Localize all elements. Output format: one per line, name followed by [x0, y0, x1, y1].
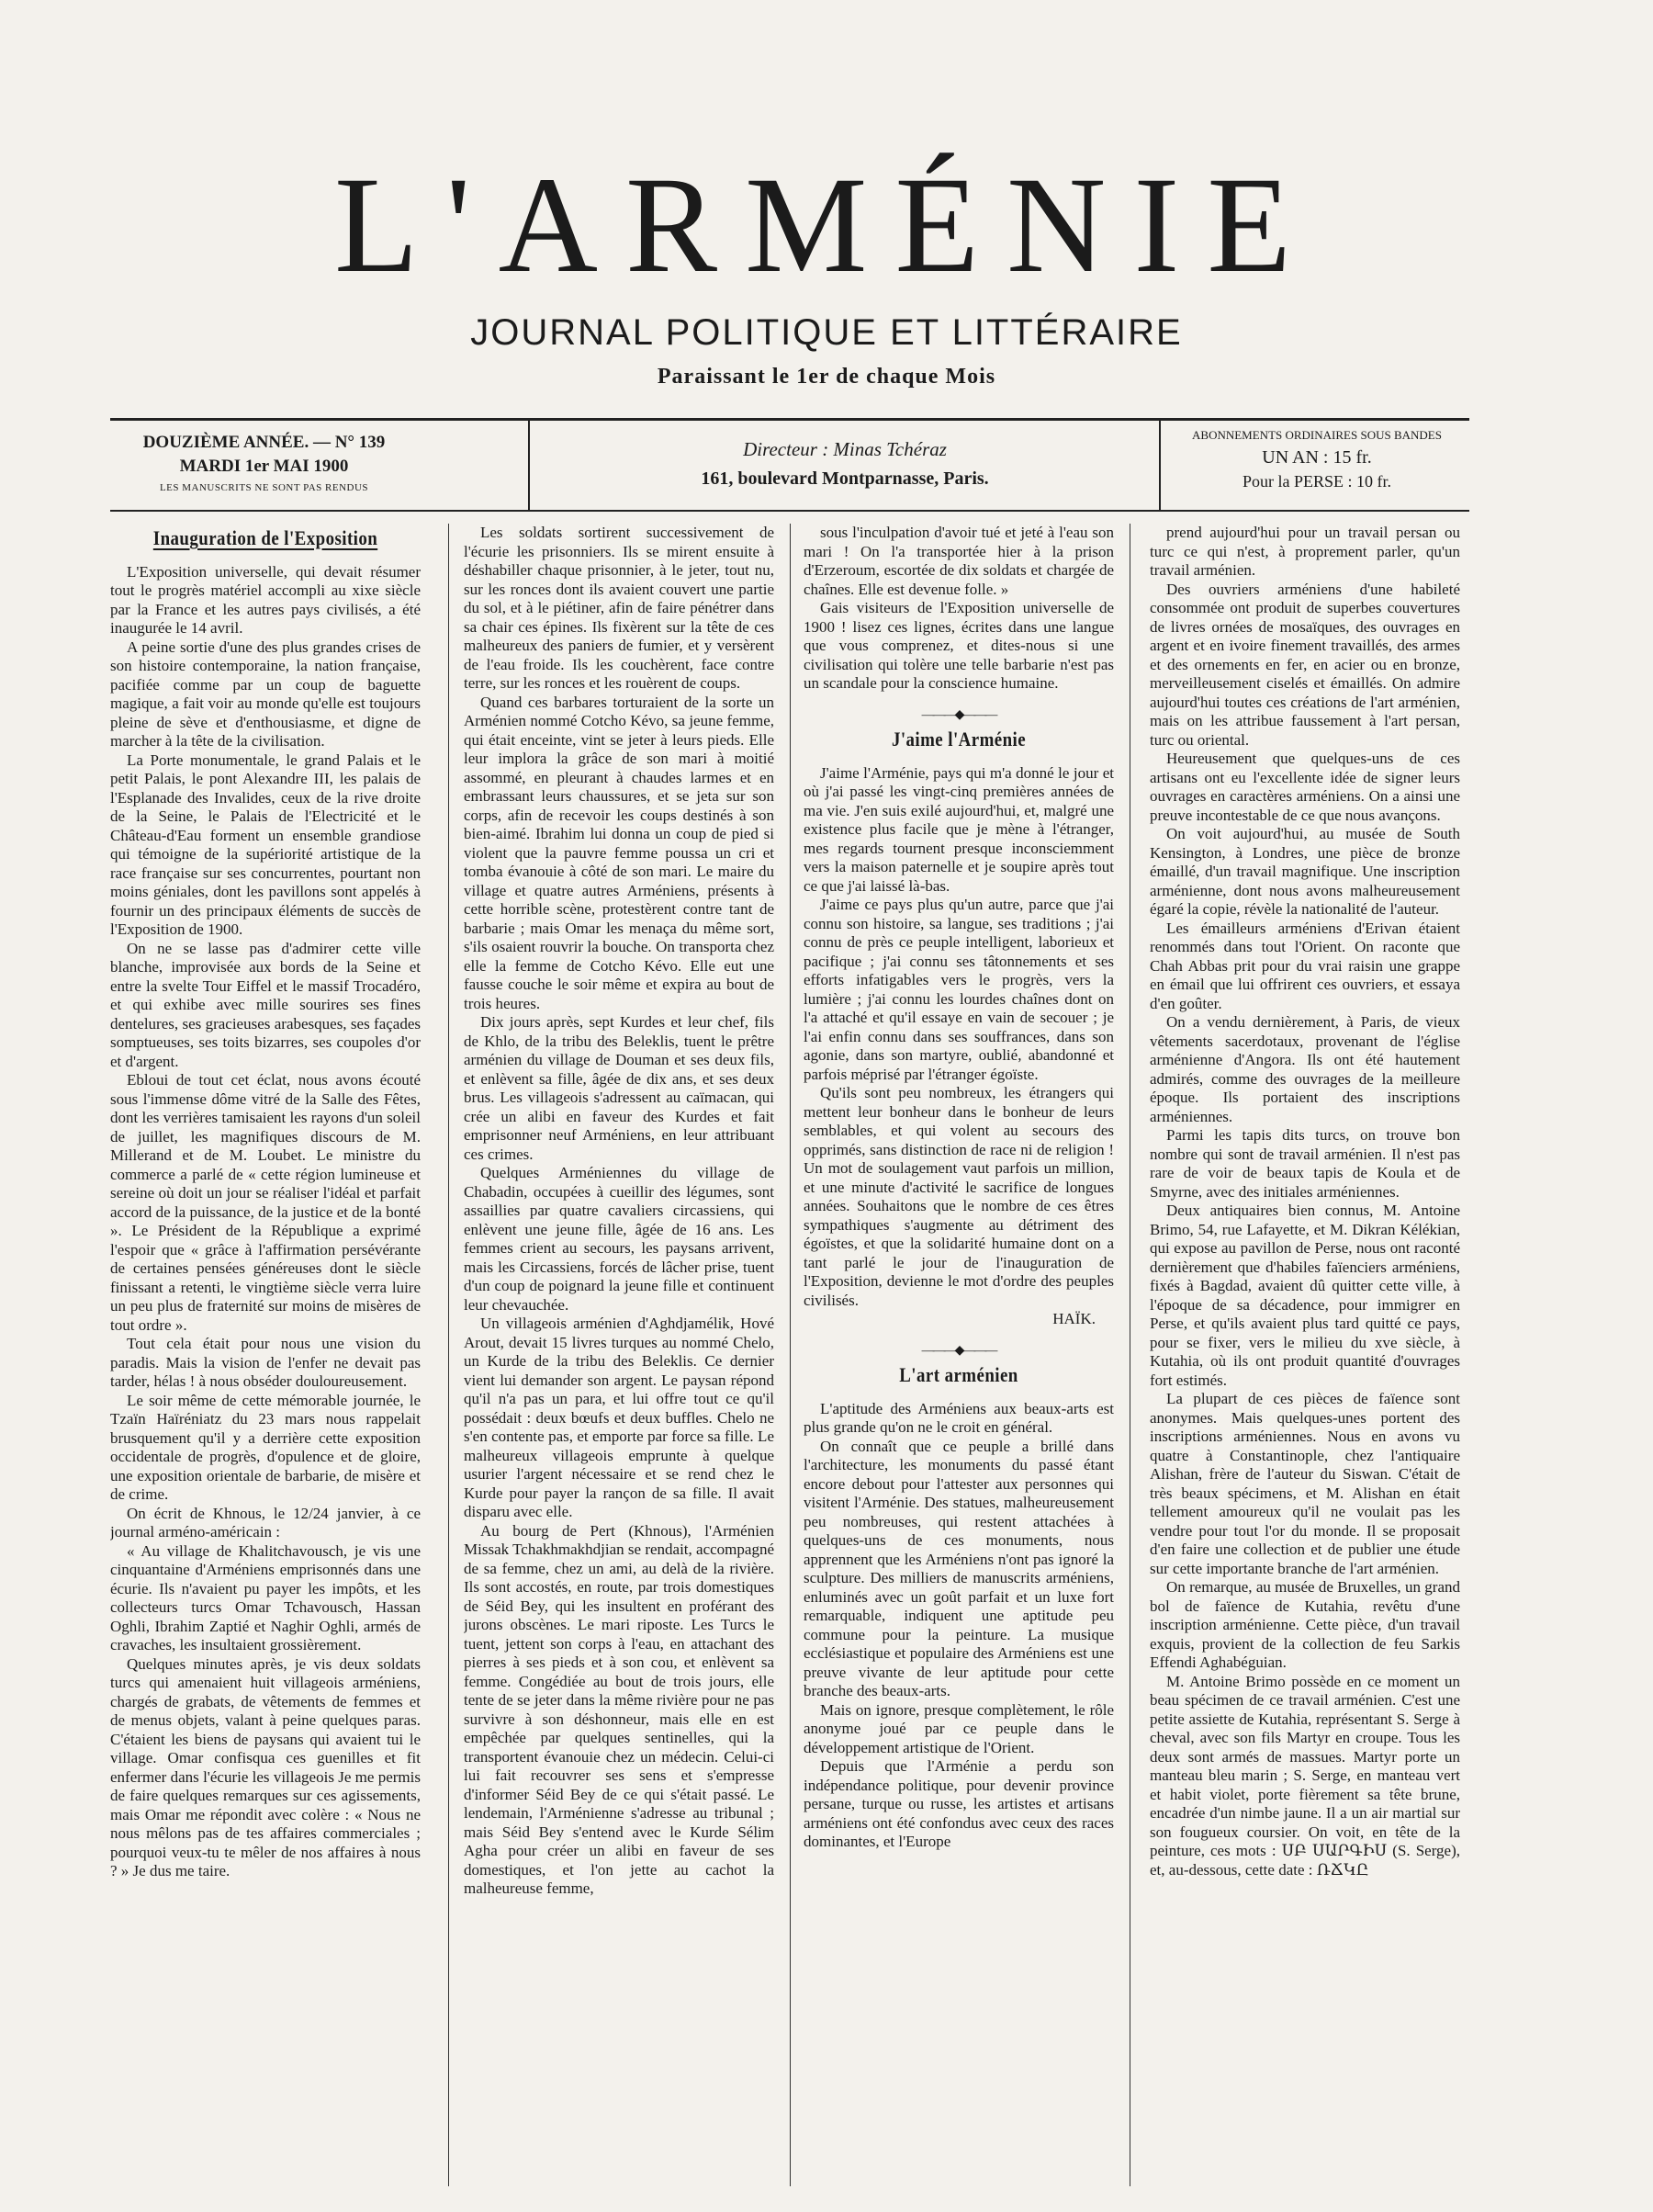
paragraph: Mais on ignore, presque complètement, le rôle anonyme joué par ce peuple dans le développement artistique de l'Orient.	[804, 1700, 1114, 1756]
paragraph: Heureusement que quelques-uns de ces artisans ont eu l'excellente idée de signer leurs ouvrages en caractères arméniens. On a ainsi une preuve incontestable de ce que nous avançons.	[1150, 750, 1460, 824]
year-issue: DOUZIÈME ANNÉE. — N° 139	[142, 433, 386, 452]
paragraph: J'aime ce pays plus qu'un autre, parce que j'ai connu son histoire, sa langue, ses traditions ; j'ai connu de près ce peuple intelligent, laborieux et pacifique ; j'ai connu ses tâtonnements et ses efforts infatigables vers le progrès, vers la lumière ; j'ai connu les lourdes chaînes dont on l'a attaché et qu'il essaye en vain de secouer ; je l'ai enfin connu dans ses souffrances, dans son agonie, dans son martyre, oublié, abandonné et parfois méprisé par l'étranger égoïste.	[804, 896, 1114, 1083]
subscriptions-title: ABONNEMENTS ORDINAIRES SOUS BANDES	[1192, 428, 1442, 442]
column-1	[110, 524, 421, 2186]
paragraph: La plupart de ces pièces de faïence sont anonymes. Mais quelques-unes portent des inscriptions arméniennes. Nous en avons vu quatre à Constantinople, chez l'antiquaire Alishan, frère de l'auteur du Siswan. C'était de très beaux spécimens, et M. Alishan en était tellement amoureux qu'il ne voulait pas les vendre pour tout l'or du monde. Il se proposait d'en faire une collection et de publier une étude sur cette importante branche de l'art arménien.	[1150, 1390, 1460, 1577]
heading-jaime-armenie: J'aime l'Arménie	[891, 728, 1027, 750]
paragraph: Quand ces barbares torturaient de la sorte un Arménien nommé Cotcho Kévo, sa jeune femme, qui était enceinte, vint se jeter à leurs pieds. Elle leur implora la grâce de son mari à moitié assommé, en pleurant à chaudes larmes et en embrassant leurs chaussures, et se jeta sur son corps, afin de recevoir les coups destinés à son bien-aimé. Ibrahim lui donna un coup de pied si violent que la pauvre femme poussa un cri et tomba évanouie à côté de son mari. Le maire du village et quatre autres Arméniens, présents à cette horrible scène, protestèrent contre tant de barbarie ; mais Omar les menaça du même sort, s'ils osaient rouvrir la bouche. On transporta chez elle la femme de Cotcho Kévo. Elle eut une fausse couche le soir même et expira au bout de trois heures.	[464, 693, 774, 1012]
paragraph: prend aujourd'hui pour un travail persan ou turc ce qui n'est, à proprement parler, qu'un travail arménien.	[1150, 524, 1460, 579]
manuscripts-notice: LES MANUSCRITS NE SONT PAS RENDUS	[159, 482, 369, 493]
article-columns	[110, 524, 1479, 2186]
paragraph: Parmi les tapis dits turcs, on trouve bon nombre qui sont de travail arménien. Il n'est pas rare de voir de beaux tapis de Koula et de Smyrne, avec des initiales arméniennes.	[1150, 1126, 1460, 1201]
issue-date: MARDI 1er MAI 1900	[179, 457, 349, 476]
paragraph: On a vendu dernièrement, à Paris, de vieux vêtements sacerdotaux, provenant de l'église arménienne d'Angora. Ils ont été hautement admirés, comme des ouvrages de la meilleure époque. Ils portaient des inscriptions arméniennes.	[1150, 1013, 1460, 1125]
column-4	[1150, 524, 1460, 2186]
paragraph: On ne se lasse pas d'admirer cette ville blanche, improvisée aux bords de la Seine et entre la svelte Tour Eiffel et le massif Trocadéro, et qui exhibe avec mille sourires ses fines dentelures, ses gracieuses arabesques, ses façades somptueuses, ses toits bizarres, ses coupoles d'or et d'argent.	[110, 939, 421, 1070]
paragraph: Deux antiquaires bien connus, M. Antoine Brimo, 54, rue Lafayette, et M. Dikran Kélékian, qui expose au pavillon de Perse, nous ont raconté dernièrement que d'habiles faïenciers arméniens, fixés à Bagdad, avaient dû quitter cette ville, à l'époque de sa décadence, pour immigrer en Perse, et qu'ils avaient plus tard quitté ce pays, pour se fixer, vers le milieu du xve siècle, à Kutahia, où ils ont produit quantité d'ouvrages fort estimés.	[1150, 1202, 1460, 1389]
paragraph: Au bourg de Pert (Khnous), l'Arménien Missak Tchakhmakhdjian se rendait, accompagné de sa femme, chez un ami, au delà de la rivière. Ils sont accostés, en route, par trois domestiques de Séid Bey, qui les insultent en proférant des jurons obscènes. Le mari riposte. Les Turcs le tuent, jettent son corps à l'eau, en attachant des pierres à ses pieds et à son cou, et enlèvent sa femme. Congédiée au bout de trois jours, elle tente de se jeter dans la même rivière pour ne pas survivre à son déshonneur, mais elle en est empêchée par quelques sentinelles, qui la transportent évanouie chez un médecin. Celui-ci lui fait recouvrer ses sens et s'empresse d'informer Séid Bey de ce qui s'était passé. Le lendemain, l'Arménienne s'adresse au tribunal ; mais Séid Bey s'entend avec le Kurde Sélim Agha pour créer un alibi en faveur de ses domestiques, et l'on jette au cachot la malheureuse femme,	[464, 1521, 774, 1897]
paragraph: « Au village de Khalitchavousch, je vis une cinquantaine d'Arméniens emprisonnés dans une écurie. Ils n'avaient pu payer les impôts, et les collecteurs turcs Omar Tchavousch, Hassan Oghli, Ibrahim Zaptié et Naghir Oghli, armés de cravaches, les insultaient grossièrement.	[110, 1541, 421, 1653]
info-divider-2	[1159, 418, 1161, 510]
director-info	[533, 434, 1157, 526]
paragraph: J'aime l'Arménie, pays qui m'a donné le jour et où j'ai passé les vingt-cinq premières années de ma vie. J'en suis exilé aujourd'hui, et, malgré une existence plus facile que je mène à l'étranger, mes regards tournent presque inconsciemment vers la maison paternelle et je soupire après tout ce que j'ai laissé là-bas.	[804, 763, 1114, 895]
paragraph: A peine sortie d'une des plus grandes crises de son histoire contemporaine, la nation française, pacifiée comme par un coup de baguette magique, a fait voir au monde qu'elle est toujours pleine de sève et d'enthousiasme, et digne de marcher à la tête de la civilisation.	[110, 638, 421, 750]
column-3	[804, 524, 1114, 2186]
issue-info-bar	[110, 418, 1469, 510]
paragraph: Des ouvriers arméniens d'une habileté consommée ont produit de superbes couvertures de livres ornées de mosaïques, des ouvrages en argent et en ivoire finement travaillés, des armes et des ornements en fer, en acier ou en bronze, merveilleusement ciselés et émaillés. On admire aujourd'hui toutes ces créations de l'art arménien, mais on les attribue faussement à l'art persan, turc ou oriental.	[1150, 580, 1460, 749]
paragraph: Quelques minutes après, je vis deux soldats turcs qui amenaient huit villageois arméniens, chargés de grabats, de vêtements de femmes et de menus objets, valant à peine quelques paras. C'étaient les biens de paysans qui avaient tui le village. Omar confisqua ces guenilles et fit enfermer dans l'écurie les villageois Je me permis de faire quelques remarques sur ces agissements, mais Omar me répondit avec colère : « Nous ne nous mêlons pas de tes affaires commerciales ; pourquoi veux-tu te mêler de nos affaires à nous ? » Je dus me taire.	[110, 1654, 421, 1879]
subscriptions	[1164, 425, 1469, 517]
paragraph: Tout cela était pour nous une vision du paradis. Mais la vision de l'enfer ne devait pas tarder, hélas ! à nous obséder douloureusement.	[110, 1335, 421, 1390]
bottom-rule	[110, 510, 1469, 512]
column-2	[464, 524, 774, 2186]
paragraph: On remarque, au musée de Bruxelles, un grand bol de faïence de Kutahia, revêtu d'une inscription arménienne. Cette pièce, d'un travail exquis, provient de la collection de feu Sarkis Effendi Aghabéguian.	[1150, 1578, 1460, 1671]
section-ornament: ———◆———	[921, 707, 996, 722]
paragraph: Depuis que l'Arménie a perdu son indépendance politique, pour devenir province persane, turque ou russe, les artistes et artisans arméniens ont été confondus avec ceux des races dominantes, et l'Europe	[804, 1757, 1114, 1850]
paragraph: On écrit de Khnous, le 12/24 janvier, à ce journal arméno-américain :	[110, 1504, 421, 1540]
paragraph: Ebloui de tout cet éclat, nous avons écouté sous l'immense dôme vitré de la Salle des Fêtes, dont les verrières tamisaient les rayons d'un soleil de juillet, les magnifiques discours de M. Millerand et de M. Loubet. Le ministre du commerce a parlé de « cette région lumineuse et sereine où doit un jour se réaliser l'idéal et parfait accord de la puissance, de la justice et de la bonté ». Le Président de la République a exprimé l'espoir que « grâce à l'affirmation persévérante de certaines pensées généreuses dont le siècle finissant a retenti, le vingtième siècle verra luire un peu plus de fraternité sur moins de misères de tout ordre ».	[110, 1071, 421, 1334]
paragraph: Un villageois arménien d'Aghdjamélik, Hové Arout, devait 15 livres turques au nommé Chelo, un Kurde de la tribu des Beleklis. Ce dernier vient lui demander son argent. Le paysan répond qu'il n'a pas un para, et lui offre tout ce qu'il possédait : deux bœufs et deux buffles. Chelo ne s'en contente pas, et emporte par force sa fille. Le malheureux villageois emprunte à quelque usurier l'argent nécessaire et se rend chez le Kurde pour payer la rançon de sa fille. Il avait disparu avec elle.	[464, 1315, 774, 1520]
newspaper-title: L'ARMÉNIE	[334, 149, 1319, 301]
paragraph: Les émailleurs arméniens d'Erivan étaient renommés dans tout l'Orient. On raconte que Chah Abbas prit pour du vrai raisin une grappe en émail que lui offrirent ces ouvriers, et essaya d'en goûter.	[1150, 919, 1460, 1012]
paragraph: Dix jours après, sept Kurdes et leur chef, fils de Khlo, de la tribu des Beleklis, tuent le prêtre arménien du village de Douman et ses deux fils, et enlèvent sa fille, âgée de dix ans, et ses deux brus. Les villageois s'adressent au caïmacan, qui crée un alibi en faveur des Kurdes et fait emprisonner neuf Arméniens, en leur attribuant ces crimes.	[464, 1013, 774, 1163]
issue-details	[110, 431, 418, 523]
paragraph: L'Exposition universelle, qui devait résumer tout le progrès matériel accompli au xixe siècle par la France et les autres pays civilisés, a été inaugurée le 14 avril.	[110, 562, 421, 637]
publication-frequency: Paraissant le 1er de chaque Mois	[657, 365, 996, 389]
paragraph: Quelques Arméniennes du village de Chabadin, occupées à cueillir des légumes, sont assaillies par quatre cavaliers circassiens, qui enlèvent une jeune fille, âgée de 16 ans. Les femmes crient au secours, les paysans arrivent, mais les Circassiens, forcés de lâcher prise, tuent d'un coup de poignard la jeune fille et continuent leur chevauchée.	[464, 1164, 774, 1314]
paragraph: Qu'ils sont peu nombreux, les étrangers qui mettent leur bonheur dans le bonheur de leurs semblables, et qui volent au secours des opprimés, sans distinction de race ni de religion ! Un mot de soulagement vaut parfois un million, et une minute d'activité le sacrifice de longues années. Souhaitons que le nombre de ces êtres sympathiques s'augmente au détriment des égoïstes, et que la solidarité humaine dont on a tant parlé le jour de l'inauguration de l'Exposition, devienne le mot d'ordre des peuples civilisés.	[804, 1084, 1114, 1309]
paragraph: La Porte monumentale, le grand Palais et le petit Palais, le pont Alexandre III, les palais de l'Esplanade des Invalides, ceux de la rive droite de la Seine, le Palais de l'Electricité et le Château-d'Eau forment un ensemble grandiose qui témoigne de la supériorité artistique de la race française sur ses concurrentes, pourtant non moins géniales, dont les pavillons sont appelés à fournir un des principaux éléments de succès de l'Exposition de 1900.	[110, 750, 421, 938]
address: 161, boulevard Montparnasse, Paris.	[701, 468, 989, 489]
paragraph: On connaît que ce peuple a brillé dans l'architecture, les monuments du passé étant encore debout pour l'attester aux personnes qui visitent l'Arménie. Des statues, malheureusement peu nombreuses, qui restent attachées à quelques-uns de ces monuments, nous apprennent que les Arméniens n'ont pas ignoré la sculpture. Des milliers de manuscrits arméniens, enluminés avec un goût parfait et un luxe fort remarquable, indiquent une aptitude peu commune pour la peinture. La musique ecclésiastique et populaire des Arméniens est une preuve vivante de leur aptitude pour cette branche des beaux-arts.	[804, 1437, 1114, 1699]
subscription-persia: Pour la PERSE : 10 fr.	[1242, 472, 1391, 491]
column-divider	[448, 524, 449, 2186]
section-ornament: ———◆———	[921, 1343, 996, 1358]
heading-inauguration: Inauguration de l'Exposition	[152, 526, 378, 549]
heading-art-armenien: L'art arménien	[899, 1363, 1018, 1386]
subscription-year: UN AN : 15 fr.	[1262, 447, 1372, 468]
newspaper-subtitle: JOURNAL POLITIQUE ET LITTÉRAIRE	[470, 312, 1183, 353]
paragraph: L'aptitude des Arméniens aux beaux-arts est plus grande qu'on ne le croit en général.	[804, 1399, 1114, 1436]
paragraph: Les soldats sortirent successivement de l'écurie les prisonniers. Ils se mirent ensuite à déshabiller chaque prisonnier, à le jeter, tout nu, sur les ronces dont ils avaient couvert une partie du sol, et à le piétiner, afin de faire pénétrer dans sa chair ces épines. Ils fixèrent sur la tête de ces malheureux des paniers de fumier, et y versèrent de l'eau froide. Ils les couchèrent, face contre terre, sur les ronces et les rouèrent de coups.	[464, 524, 774, 692]
info-divider-1	[528, 418, 530, 510]
signature: HAÏK.	[1052, 1310, 1096, 1327]
paragraph: Le soir même de cette mémorable journée, le Tzaïn Haïréniatz du 23 mars nous rappelait brusquement qu'il y a derrière cette exposition occidentale de progrès, d'opulence et de gloire, une exposition orientale de barbarie, de misère et de crime.	[110, 1391, 421, 1503]
paragraph: sous l'inculpation d'avoir tué et jeté à l'eau son mari ! On l'a transportée hier à la prison d'Erzeroum, escortée de dix soldats et chargée de chaînes. Elle est devenue folle. »	[804, 524, 1114, 598]
column-divider	[790, 524, 791, 2186]
paragraph: M. Antoine Brimo possède en ce moment un beau spécimen de ce travail arménien. C'est une petite assiette de Kutahia, représentant S. Serge à cheval, avec son fils Martyr en croupe. Tous les deux sont armés de massues. Martyr porte un manteau bleu marin ; S. Serge, en manteau vert et habit violet, porte fièrement sa tête brune, encadrée d'un nimbe jaune. Il a un air martial sur son fougueux coursier. On voit, en tête de la peinture, ces mots : ՍԲ ՍԱՐԳԻՍ (S. Serge), et, au-dessous, cette date : ՌՃԿԸ	[1150, 1672, 1460, 1879]
paragraph: Gais visiteurs de l'Exposition universelle de 1900 ! lisez ces lignes, écrites dans une langue que vous comprenez, et dites-nous si une civilisation qui tolère une telle barbarie n'est pas un scandale pour la conscience humaine.	[804, 599, 1114, 692]
paragraph: On voit aujourd'hui, au musée de South Kensington, à Londres, une pièce de bronze émaillé, d'un travail magnifique. Une inscription arménienne, dont nous avons malheureusement égaré la copie, révèle la nationalité de l'auteur.	[1150, 825, 1460, 918]
director: Directeur : Minas Tchéraz	[743, 438, 947, 460]
